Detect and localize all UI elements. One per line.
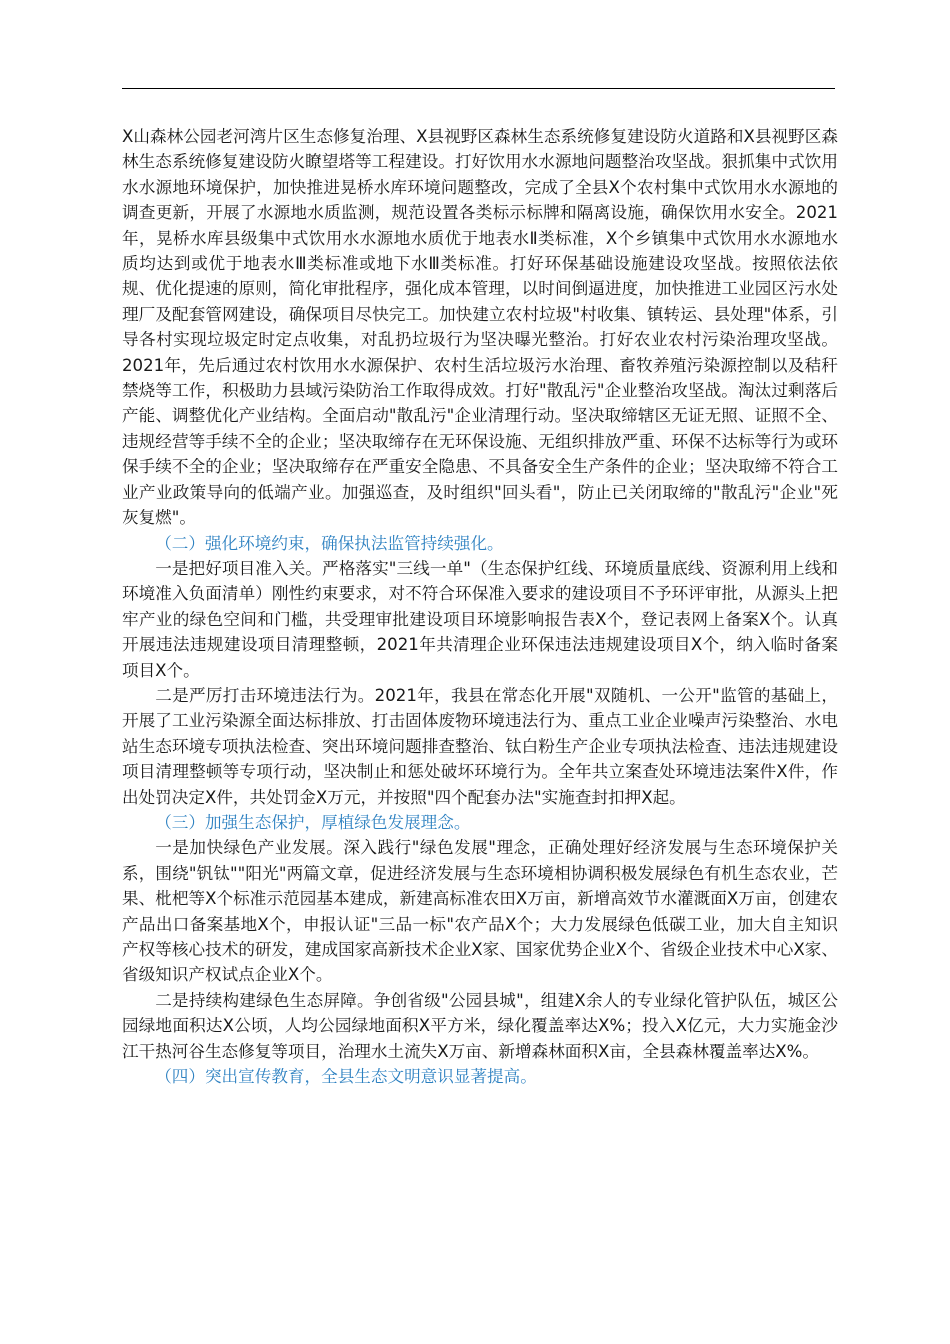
paragraph-pollution-campaigns: X山森林公园老河湾片区生态修复治理、X县视野区森林生态系统修复建设防火道路和X县视野区森林生态系统修复建设防火瞭望塔等工程建设。打好饮用水水源地问题整治攻坚战。狠抓集中式饮用水水源地环境保护，加快推进晃桥水库环境问题整改，完成了全县X个农村集中式饮用水水源地的调查更新，开展了水源地水质监测，规范设置各类标示标牌和隔离设施，确保饮用水安全。2021年，晃桥水库县级集中式饮用水水源地水质优于地表水Ⅱ类标准，X个乡镇集中式饮用水水源地水质均达到或优于地表水Ⅲ类标准或地下水Ⅲ类标准。打好环保基础设施建设攻坚战。按照依法依规、优化提速的原则，简化审批程序，强化成本管理，以时间倒逼进度，加快推进工业园区污水处理厂及配套管网建设，确保项目尽快完工。加快建立农村垃圾"村收集、镇转运、县处理"体系，引导各村实现垃圾定时定点收集，对乱扔垃圾行为坚决曝光整治。打好农业农村污染治理攻坚战。2021年，先后通过农村饮用水水源保护、农村生活垃圾污水治理、畜牧养殖污染源控制以及秸秆禁烧等工作，积极助力县域污染防治工作取得成效。打好"散乱污"企业整治攻坚战。淘汰过剩落后产能、调整优化产业结构。全面启动"散乱污"企业清理行动。坚决取缔辖区无证无照、证照不全、违规经营等手续不全的企业；坚决取缔存在无环保设施、无组织排放严重、环保不达标等行为或环保手续不全的企业；坚决取缔存在严重安全隐患、不具备安全生产条件的企业；坚决取缔不符合工业产业政策导向的低端产业。加强巡查，及时组织"回头看"，防止已关闭取缔的"散乱污"企业"死灰复燃"。: [122, 127, 838, 528]
section-heading-4: （四）突出宣传教育，全县生态文明意识显著提高。: [155, 1067, 537, 1087]
document-body: [122, 124, 838, 1089]
paragraph-green-barrier: 二是持续构建绿色生态屏障。争创省级"公园县城"，组建X余人的专业绿化管护队伍，城区公园绿地面积达X公顷，人均公园绿地面积X平方米，绿化覆盖率达X%；投入X亿元，大力实施金沙江干热河谷生态修复等项目，治理水土流失X万亩、新增森林面积X亩，全县森林覆盖率达X%。: [122, 990, 838, 1061]
paragraph-enforcement: 二是严厉打击环境违法行为。2021年，我县在常态化开展"双随机、一公开"监管的基础上，开展了工业污染源全面达标排放、打击固体废物环境违法行为、重点工业企业噪声污染整治、水电站生态环境专项执法检查、突出环境问题排查整治、钛白粉生产企业专项执法检查、违法违规建设项目清理整顿等专项行动，坚决制止和惩处破坏环境行为。全年共立案查处环境违法案件X件，作出处罚决定X件，共处罚金X万元，并按照"四个配套办法"实施查封扣押X起。: [122, 685, 838, 807]
section-heading-3: （三）加强生态保护，厚植绿色发展理念。: [155, 812, 471, 832]
paragraph-project-access: 一是把好项目准入关。严格落实"三线一单"（生态保护红线、环境质量底线、资源利用上线和环境准入负面清单）刚性约束要求，对不符合环保准入要求的建设项目不予环评审批，从源头上把牢产业的绿色空间和门槛，共受理审批建设项目环境影响报告表X个，登记表网上备案X个。认真开展违法违规建设项目清理整顿，2021年共清理企业环保违法违规建设项目X个，纳入临时备案项目X个。: [122, 558, 838, 680]
section-heading-2: （二）强化环境约束，确保执法监管持续强化。: [155, 533, 504, 553]
header-rule: [122, 88, 835, 89]
paragraph-green-industry: 一是加快绿色产业发展。深入践行"绿色发展"理念，正确处理好经济发展与生态环境保护关系，围绕"钒钛""阳光"两篇文章，促进经济发展与生态环境相协调积极发展绿色有机生态农业，芒果、枇杷等X个标准示范园基本建成，新建高标准农田X万亩，新增高效节水灌溉面X万亩，创建农产品出口备案基地X个，申报认证"三品一标"农产品X个；大力发展绿色低碳工业，加大自主知识产权等核心技术的研发，建成国家高新技术企业X家、国家优势企业X个、省级企业技术中心X家、省级知识产权试点企业X个。: [122, 838, 838, 985]
